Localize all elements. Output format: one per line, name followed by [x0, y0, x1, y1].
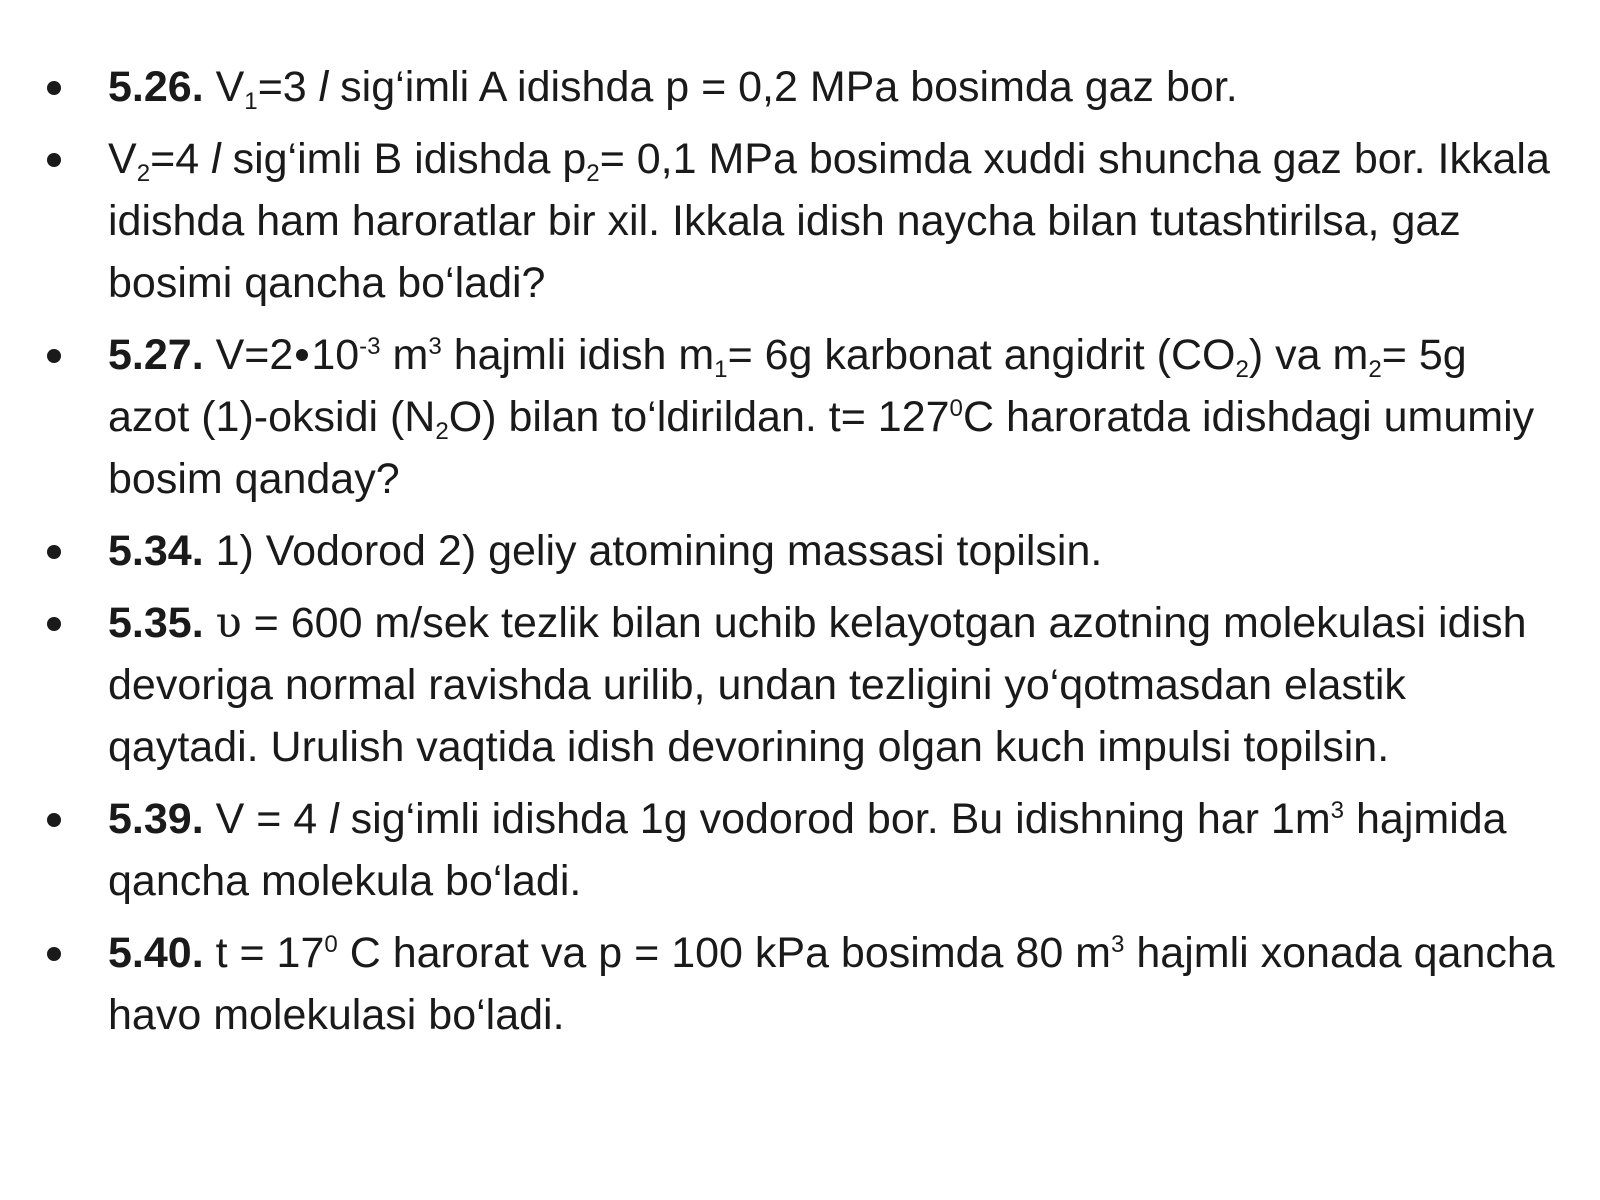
- problem-5-26: [0, 56, 1600, 118]
- bullet-icon: [47, 81, 61, 95]
- problem-text: 1) Vodorod 2) geliy atomining massasi topilsin.: [215, 527, 1103, 575]
- bullet-icon: [47, 545, 61, 559]
- problem-text: $V_1=3$ l sig‘imli A idishda p = 0,2 MPa bosimda gaz bor.: [215, 63, 1238, 115]
- bullet-icon: [47, 349, 61, 363]
- problem-5-34: [0, 520, 1600, 582]
- problem-5-39: [0, 788, 1600, 912]
- problem-number: 5.34.: [108, 527, 204, 575]
- problem-text: $t = 17^0$ C harorat va p = 100 kPa bosimda 80 $m^3$ hajmli xonada qancha havo molekulasi bo‘ladi.: [108, 929, 1555, 1039]
- problem-text: V = 4 l sig‘imli idishda 1g vodorod bor. Bu idishning har $1m^3$ hajmida qancha molekula bo‘ladi.: [108, 795, 1507, 905]
- bullet-icon: [47, 617, 61, 631]
- problem-number: 5.27.: [108, 331, 204, 379]
- problem-5-35: [0, 592, 1600, 778]
- problem-number: 5.39.: [108, 795, 204, 843]
- problem-text: $V_2=4$ l sig‘imli B idishda $p_2= 0,1$ MPa bosimda xuddi shuncha gaz bor. Ikkala idishda ham haroratlar bir xil. Ikkala idish naycha bilan tutashtirilsa, gaz bosimi qancha bo‘ladi?: [108, 135, 1550, 307]
- problem-number: 5.35.: [108, 599, 204, 647]
- velocity-symbol: υ: [215, 598, 242, 648]
- bullet-icon: [47, 947, 61, 961]
- problem-5-40: [0, 922, 1600, 1046]
- problem-5-26-continuation: [0, 128, 1600, 314]
- problem-text: υ = 600 m/sek tezlik bilan uchib kelayotgan azotning molekulasi idish devoriga normal ravishda urilib, undan tezligini yo‘qotmasdan elastik qaytadi. Urulish vaqtida idish devorining olgan kuch impulsi topilsin.: [108, 598, 1527, 771]
- slide-content: [0, 56, 1600, 1056]
- problem-number: 5.26.: [108, 63, 204, 111]
- bullet-icon: [47, 813, 61, 827]
- problem-number: 5.40.: [108, 929, 204, 977]
- problem-text: V=2 $10^{-3}$ $m^3$ hajmli idish $m_1= 6g$ karbonat angidrit $(CO_2)$ va $m_2= 5g$ azot (1)-oksidi $(N_2O)$ bilan to‘ldirildan. $t= 127^0C$ haroratda idishdagi umumiy bosim qanday?: [108, 331, 1535, 503]
- problem-5-27: [0, 324, 1600, 510]
- bullet-icon: [47, 153, 61, 167]
- multiply-dot-icon: [296, 349, 308, 361]
- problem-list: [0, 56, 1600, 1046]
